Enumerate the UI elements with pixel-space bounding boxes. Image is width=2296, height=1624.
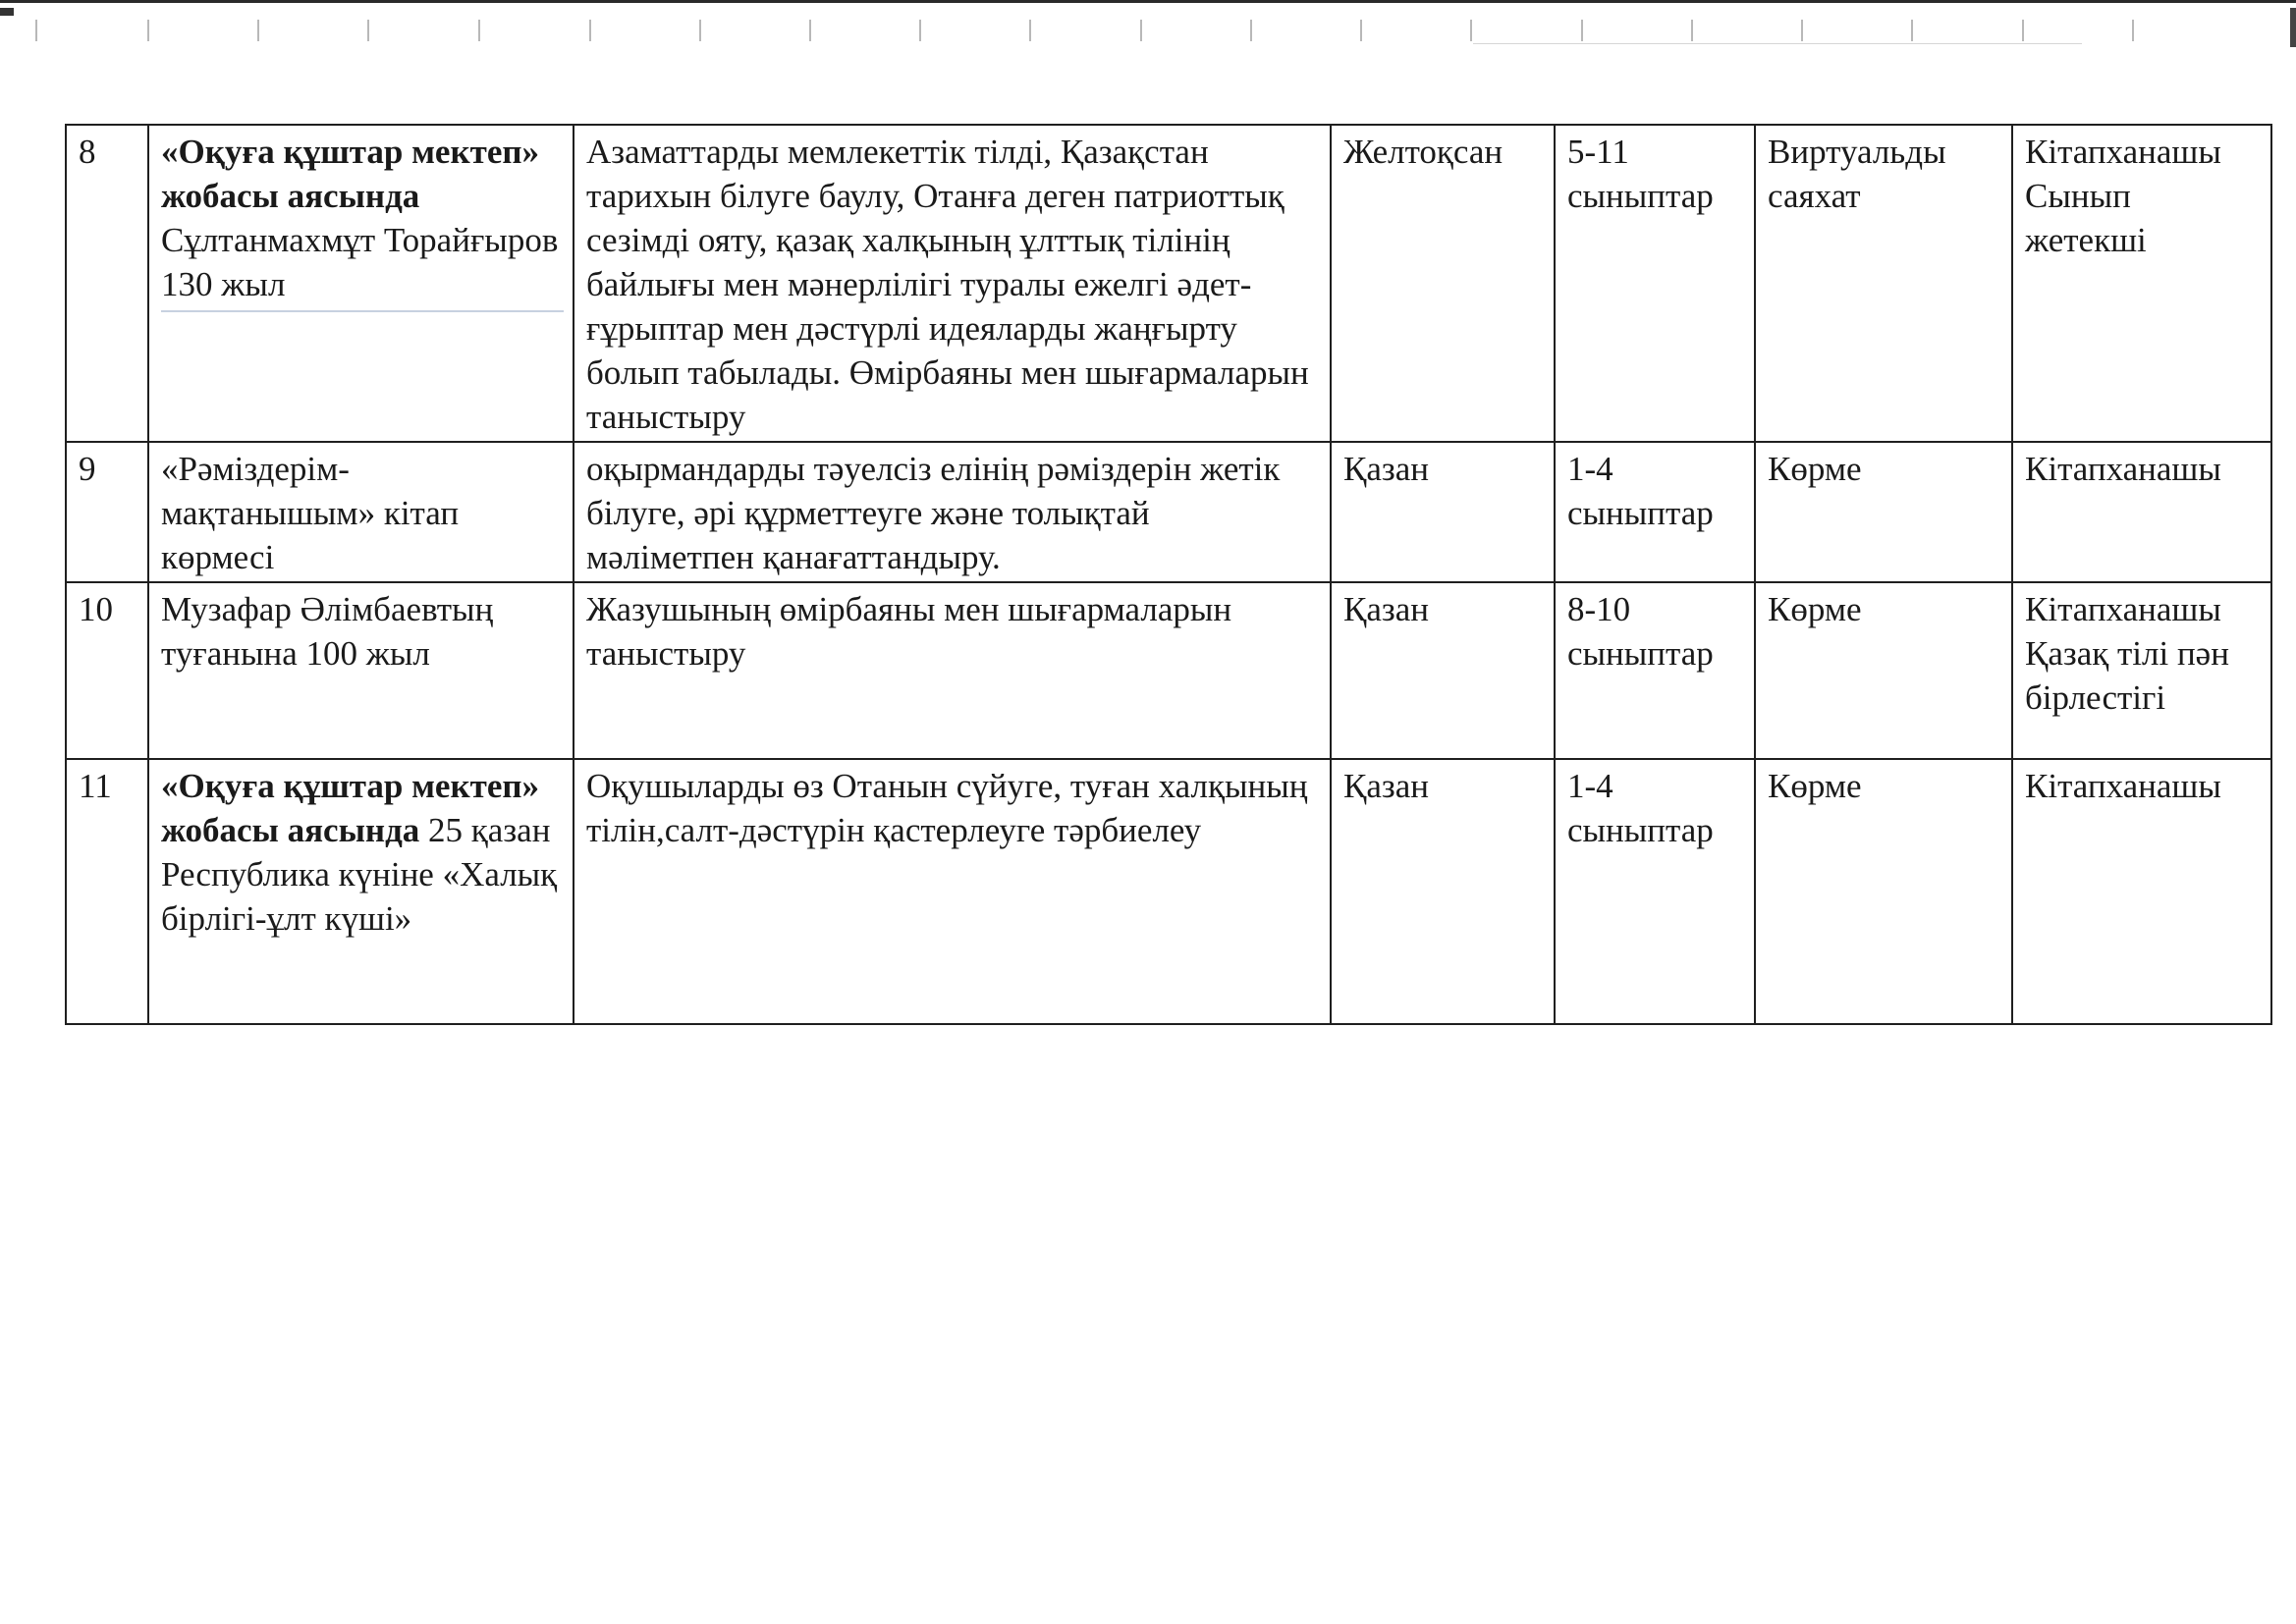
event-responsible: Кітапханашы Қазақ тілі пән бірлестігі: [2012, 582, 2271, 759]
row-number: 9: [66, 442, 148, 582]
event-title-bold: «Оқуға құштар мектеп» жобасы аясында: [161, 767, 540, 849]
event-goal: оқырмандарды тәуелсіз елінің рәміздерін жетік білуге, әрі құрметтеуге және толықтай мәліметпен қанағаттандыру.: [574, 442, 1331, 582]
scan-tick: [2022, 20, 2024, 41]
event-classes: 1-4 сыныптар: [1555, 759, 1755, 1024]
event-title: Музафар Әлімбаевтың туғанына 100 жыл: [148, 582, 574, 759]
table-row: [66, 125, 2271, 442]
event-responsible: Кітапханашы: [2012, 442, 2271, 582]
scan-tick: [699, 20, 701, 41]
event-responsible: Кітапханашы Сынып жетекші: [2012, 125, 2271, 442]
scan-edge-line: [0, 0, 2296, 3]
row-number: 10: [66, 582, 148, 759]
event-classes: 8-10 сыныптар: [1555, 582, 1755, 759]
event-title-bold: «Оқуға құштар мектеп» жобасы аясында: [161, 133, 540, 215]
event-classes: 5-11 сыныптар: [1555, 125, 1755, 442]
event-title: Сұлтанмахмұт Торайғыров 130 жыл: [161, 221, 559, 303]
scan-tick: [1360, 20, 1362, 41]
scan-tick: [1911, 20, 1913, 41]
event-date: Қазан: [1331, 759, 1555, 1024]
scan-tick: [1029, 20, 1031, 41]
row-number: 8: [66, 125, 148, 442]
event-goal: Жазушының өмірбаяны мен шығармаларын таныстыру: [574, 582, 1331, 759]
scan-tick: [367, 20, 369, 41]
scan-tick: [1581, 20, 1583, 41]
scan-tick: [35, 20, 37, 41]
table-row: [66, 582, 2271, 759]
scan-tick: [1470, 20, 1472, 41]
table-row: [66, 759, 2271, 1024]
scan-tick: [257, 20, 259, 41]
event-title: «Рәміздерім-мақтанышым» кітап көрмесі: [148, 442, 574, 582]
event-form: Виртуальды саяхат: [1755, 125, 2012, 442]
scan-tick: [1250, 20, 1252, 41]
pen-underline: [161, 310, 564, 312]
scan-tick: [147, 20, 149, 41]
scan-tick: [1801, 20, 1803, 41]
event-goal: Азаматтарды мемлекеттік тілді, Қазақстан тарихын білуге баулу, Отанға деген патриоттық сезімді ояту, қазақ халқының ұлттық тілінің байлығы мен мәнерлілігі туралы ежелгі әдет-ғұрыптар мен дәстүрлі идеяларды жаңғырту болып табылады. Өмірбаяны мен шығармаларын таныстыру: [574, 125, 1331, 442]
event-form: Көрме: [1755, 759, 2012, 1024]
event-classes: 1-4 сыныптар: [1555, 442, 1755, 582]
event-form: Көрме: [1755, 582, 2012, 759]
scan-tick: [809, 20, 811, 41]
event-title: 25 қазан Республика күніне «Халық бірлігі-ұлт күші»: [161, 811, 558, 938]
scan-tick: [1691, 20, 1693, 41]
scan-tick: [1140, 20, 1142, 41]
scan-notch: [0, 8, 14, 16]
scan-top-edge: [0, 0, 2296, 47]
scan-tick: [478, 20, 480, 41]
event-title-cell: [148, 125, 574, 442]
scan-tick: [589, 20, 591, 41]
scan-tick: [2132, 20, 2134, 41]
event-date: Қазан: [1331, 582, 1555, 759]
scan-tick: [919, 20, 921, 41]
event-title-cell: [148, 759, 574, 1024]
event-plan-table: [65, 124, 2272, 1025]
table-row: [66, 442, 2271, 582]
event-goal: Оқушыларды өз Отанын сүйуге, туған халқының тілін,салт-дәстүрін қастерлеуге тәрбиелеу: [574, 759, 1331, 1024]
event-responsible: Кітапханашы: [2012, 759, 2271, 1024]
event-form: Көрме: [1755, 442, 2012, 582]
scan-rule: [1473, 43, 2082, 44]
event-date: Қазан: [1331, 442, 1555, 582]
row-number: 11: [66, 759, 148, 1024]
event-date: Желтоқсан: [1331, 125, 1555, 442]
scan-right-mark: [2290, 8, 2296, 47]
